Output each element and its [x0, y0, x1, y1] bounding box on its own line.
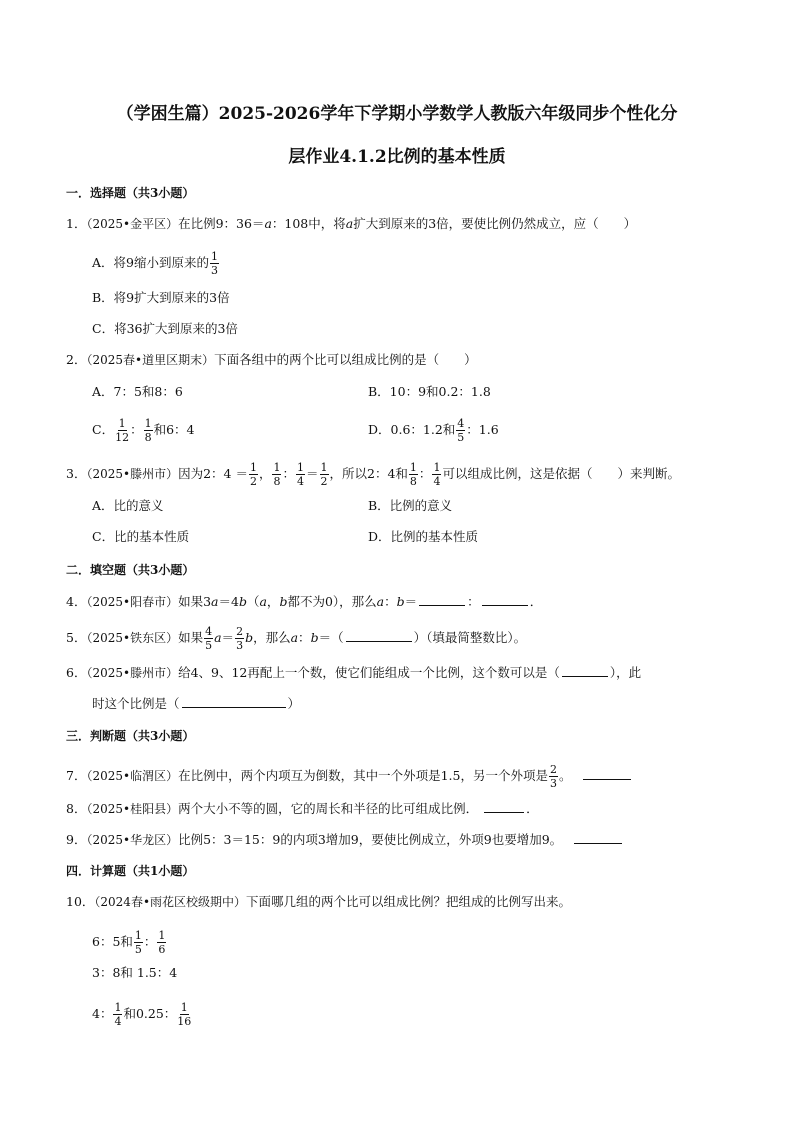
question-text: ＝ — [221, 630, 235, 645]
denominator: 2 — [320, 475, 328, 488]
denominator: 4 — [433, 475, 441, 488]
numerator: 2 — [236, 625, 244, 638]
question-number: 9． — [66, 832, 87, 847]
answer-blank[interactable] — [482, 593, 528, 606]
question-number: 7． — [66, 768, 87, 783]
fraction — [249, 462, 258, 487]
answer-blank[interactable] — [182, 695, 286, 708]
denominator: 4 — [114, 1015, 122, 1028]
colon: ： — [467, 594, 480, 609]
answer-blank[interactable] — [419, 593, 465, 606]
numerator: 1 — [180, 1001, 188, 1014]
question-number: 4． — [66, 594, 87, 609]
denominator: 6 — [158, 943, 166, 956]
fraction — [432, 462, 441, 487]
question-text: 因为2：4 ＝ — [178, 466, 248, 481]
question-text: 两个大小不等的圆，它的周长和半径的比可组成比例． — [178, 801, 479, 816]
fraction — [235, 626, 244, 651]
variable-b: b — [238, 594, 247, 609]
question-source: （2025•临渭区） — [86, 769, 179, 783]
question-text: 。 — [558, 768, 572, 783]
option-c — [92, 418, 195, 443]
ratio-text: 和0.25： — [123, 1006, 177, 1021]
fraction — [549, 764, 558, 789]
numerator: 4 — [457, 417, 465, 430]
option-d — [368, 418, 499, 443]
numerator: 1 — [433, 461, 441, 474]
question-text: ），此 — [609, 665, 642, 680]
denominator: 8 — [273, 475, 281, 488]
question-text: 比例5：3＝15：9的内项3增加9，要使比例成立，外项9也要增加9。 — [178, 832, 563, 847]
answer-blank[interactable] — [484, 800, 524, 813]
question-2 — [66, 351, 477, 369]
question-text: ． — [526, 801, 539, 816]
fraction — [210, 251, 219, 276]
denominator: 3 — [549, 777, 557, 790]
question-10 — [66, 893, 571, 911]
question-text: ＝（ — [318, 630, 344, 645]
answer-blank[interactable] — [562, 664, 608, 677]
question-number: 8． — [66, 801, 87, 816]
variable-a: a — [345, 216, 354, 231]
fraction — [144, 418, 153, 443]
question-text: ，所以2：4和 — [329, 466, 408, 481]
question-number: 1． — [66, 216, 87, 231]
numerator: 1 — [249, 461, 257, 474]
question-source: （2025•金平区） — [86, 217, 179, 231]
question-source: （2025•滕州市） — [86, 666, 179, 680]
numerator: 1 — [273, 461, 281, 474]
question-number: 10． — [66, 894, 95, 909]
numerator: 2 — [549, 763, 557, 776]
variable-a: a — [376, 594, 385, 609]
fraction — [115, 418, 129, 443]
question-text: ：108中，将 — [271, 216, 346, 231]
question-5 — [66, 626, 526, 651]
fraction — [204, 626, 213, 651]
section-heading-calculation: 四．计算题（共1小题） — [66, 864, 195, 878]
numerator: 1 — [144, 417, 152, 430]
question-text: ） — [287, 696, 301, 711]
variable-b: b — [279, 594, 288, 609]
question-4 — [66, 593, 542, 611]
question-source: （2025春•道里区期末） — [86, 353, 215, 367]
question-text: 如果3 — [178, 594, 212, 609]
question-text: 扩大到原来的3倍，要使比例仍然成立，应（ ） — [353, 216, 637, 231]
question-number: 3． — [66, 466, 87, 481]
denominator: 8 — [144, 431, 152, 444]
fraction — [409, 462, 418, 487]
question-6-continued — [92, 695, 300, 713]
question-number: 5． — [66, 630, 87, 645]
option-a — [92, 251, 220, 276]
question-3 — [66, 462, 680, 487]
question-text: 下面哪几组的两个比可以组成比例？把组成的比例写出来。 — [246, 894, 572, 909]
question-text: ， — [266, 594, 280, 609]
option-c: C．比的基本性质 — [92, 529, 190, 544]
question-text: ＝ — [306, 466, 319, 481]
page-title-line-1: （学困生篇）2025-2026学年下学期小学数学人教版六年级同步个性化分 — [116, 104, 678, 124]
option-b: B．将9扩大到原来的3倍 — [92, 290, 230, 305]
option-b: B．10：9和0.2：1.8 — [368, 384, 491, 399]
question-source: （2025•滕州市） — [86, 467, 179, 481]
colon: ： — [298, 630, 311, 645]
option-a: A．比的意义 — [92, 498, 164, 513]
question-text: 可以组成比例，这是依据（ ）来判断。 — [442, 466, 680, 481]
denominator: 16 — [177, 1015, 192, 1028]
numerator: 1 — [297, 461, 304, 474]
question-text: 下面各组中的两个比可以组成比例的是（ ） — [214, 352, 477, 367]
option-text: ：1.6 — [466, 422, 499, 437]
fraction — [296, 462, 305, 487]
question-source: （2024春•雨花区校级期中） — [94, 895, 247, 909]
question-1 — [66, 215, 636, 233]
variable-a: a — [259, 594, 267, 609]
variable-a: a — [290, 630, 299, 645]
question-9 — [66, 831, 624, 849]
question-text: ）（填最简整数比）。 — [413, 630, 527, 645]
fraction — [272, 462, 281, 487]
option-b: B．比例的意义 — [368, 498, 453, 513]
question-text: 在比例9：36＝ — [178, 216, 265, 231]
question-text: 都不为0），那么 — [287, 594, 377, 609]
denominator: 5 — [134, 943, 142, 956]
question-text: ， — [258, 466, 272, 481]
colon: ： — [143, 934, 157, 949]
question-8 — [66, 800, 539, 818]
fraction — [456, 418, 465, 443]
denominator: 4 — [297, 475, 304, 488]
option-text: 和6：4 — [153, 422, 195, 437]
denominator: 3 — [210, 264, 218, 277]
answer-blank[interactable] — [574, 831, 622, 844]
variable-a: a — [211, 594, 219, 609]
question-text: （ — [246, 594, 260, 609]
denominator: 5 — [205, 639, 213, 652]
section-heading-choice: 一．选择题（共3小题） — [66, 186, 195, 200]
question-text: 如果 — [178, 630, 204, 645]
numerator: 1 — [320, 461, 328, 474]
answer-blank[interactable] — [346, 629, 412, 642]
variable-b: b — [245, 630, 254, 645]
question-source: （2025•华龙区） — [86, 833, 179, 847]
denominator: 12 — [115, 431, 130, 444]
question-7 — [66, 764, 633, 789]
denominator: 2 — [249, 475, 257, 488]
denominator: 5 — [457, 431, 465, 444]
question-text: ． — [529, 594, 543, 609]
ratio-text: 4： — [92, 1006, 113, 1021]
option-text: D．0.6：1.2和 — [368, 422, 456, 437]
numerator: 1 — [134, 929, 142, 942]
numerator: 1 — [210, 250, 218, 263]
question-text: ＝ — [404, 594, 418, 609]
numerator: 1 — [158, 929, 166, 942]
question-6 — [66, 664, 641, 682]
ratio-pair-3 — [92, 1002, 192, 1027]
colon: ： — [418, 466, 432, 481]
option-text: A．将9缩小到原来的 — [92, 255, 209, 270]
numerator: 1 — [118, 417, 126, 430]
question-source: （2025•铁东区） — [86, 631, 179, 645]
numerator: 1 — [409, 461, 417, 474]
section-heading-fill-blank: 二．填空题（共3小题） — [66, 563, 195, 577]
ratio-text: 6：5和 — [92, 934, 133, 949]
colon: ： — [130, 422, 143, 437]
colon: ： — [384, 594, 397, 609]
question-text: 在比例中，两个内项互为倒数，其中一个外项是1.5，另一个外项是 — [178, 768, 548, 783]
fraction — [157, 930, 166, 955]
variable-a: a — [214, 630, 222, 645]
option-c: C．将36扩大到原来的3倍 — [92, 321, 238, 336]
question-text: ，那么 — [253, 630, 291, 645]
fraction — [177, 1002, 191, 1027]
variable-b: b — [310, 630, 319, 645]
denominator: 3 — [236, 639, 244, 652]
variable-b: b — [396, 594, 405, 609]
option-a: A．7：5和8：6 — [92, 384, 183, 399]
question-source: （2025•桂阳县） — [86, 802, 179, 816]
question-source: （2025•阳春市） — [86, 595, 179, 609]
fraction — [320, 462, 329, 487]
numerator: 4 — [205, 625, 213, 638]
question-number: 2． — [66, 352, 87, 367]
ratio-pair-2: 3：8和 1.5：4 — [92, 965, 178, 980]
question-text: 时这个比例是（ — [92, 696, 180, 711]
option-label: C． — [92, 422, 115, 437]
question-text: 给4、9、12再配上一个数，使它们能组成一个比例，这个数可以是（ — [178, 665, 560, 680]
variable-a: a — [264, 216, 272, 231]
fraction — [134, 930, 143, 955]
question-text: ＝4 — [218, 594, 239, 609]
question-number: 6． — [66, 665, 87, 680]
fraction — [113, 1002, 122, 1027]
numerator: 1 — [114, 1001, 122, 1014]
option-d: D．比例的基本性质 — [368, 529, 479, 544]
colon: ： — [282, 466, 295, 481]
ratio-pair-1 — [92, 930, 167, 955]
section-heading-judge: 三．判断题（共3小题） — [66, 729, 195, 743]
denominator: 8 — [409, 475, 417, 488]
page-title-line-2: 层作业4.1.2比例的基本性质 — [288, 147, 506, 167]
answer-blank[interactable] — [583, 767, 631, 780]
